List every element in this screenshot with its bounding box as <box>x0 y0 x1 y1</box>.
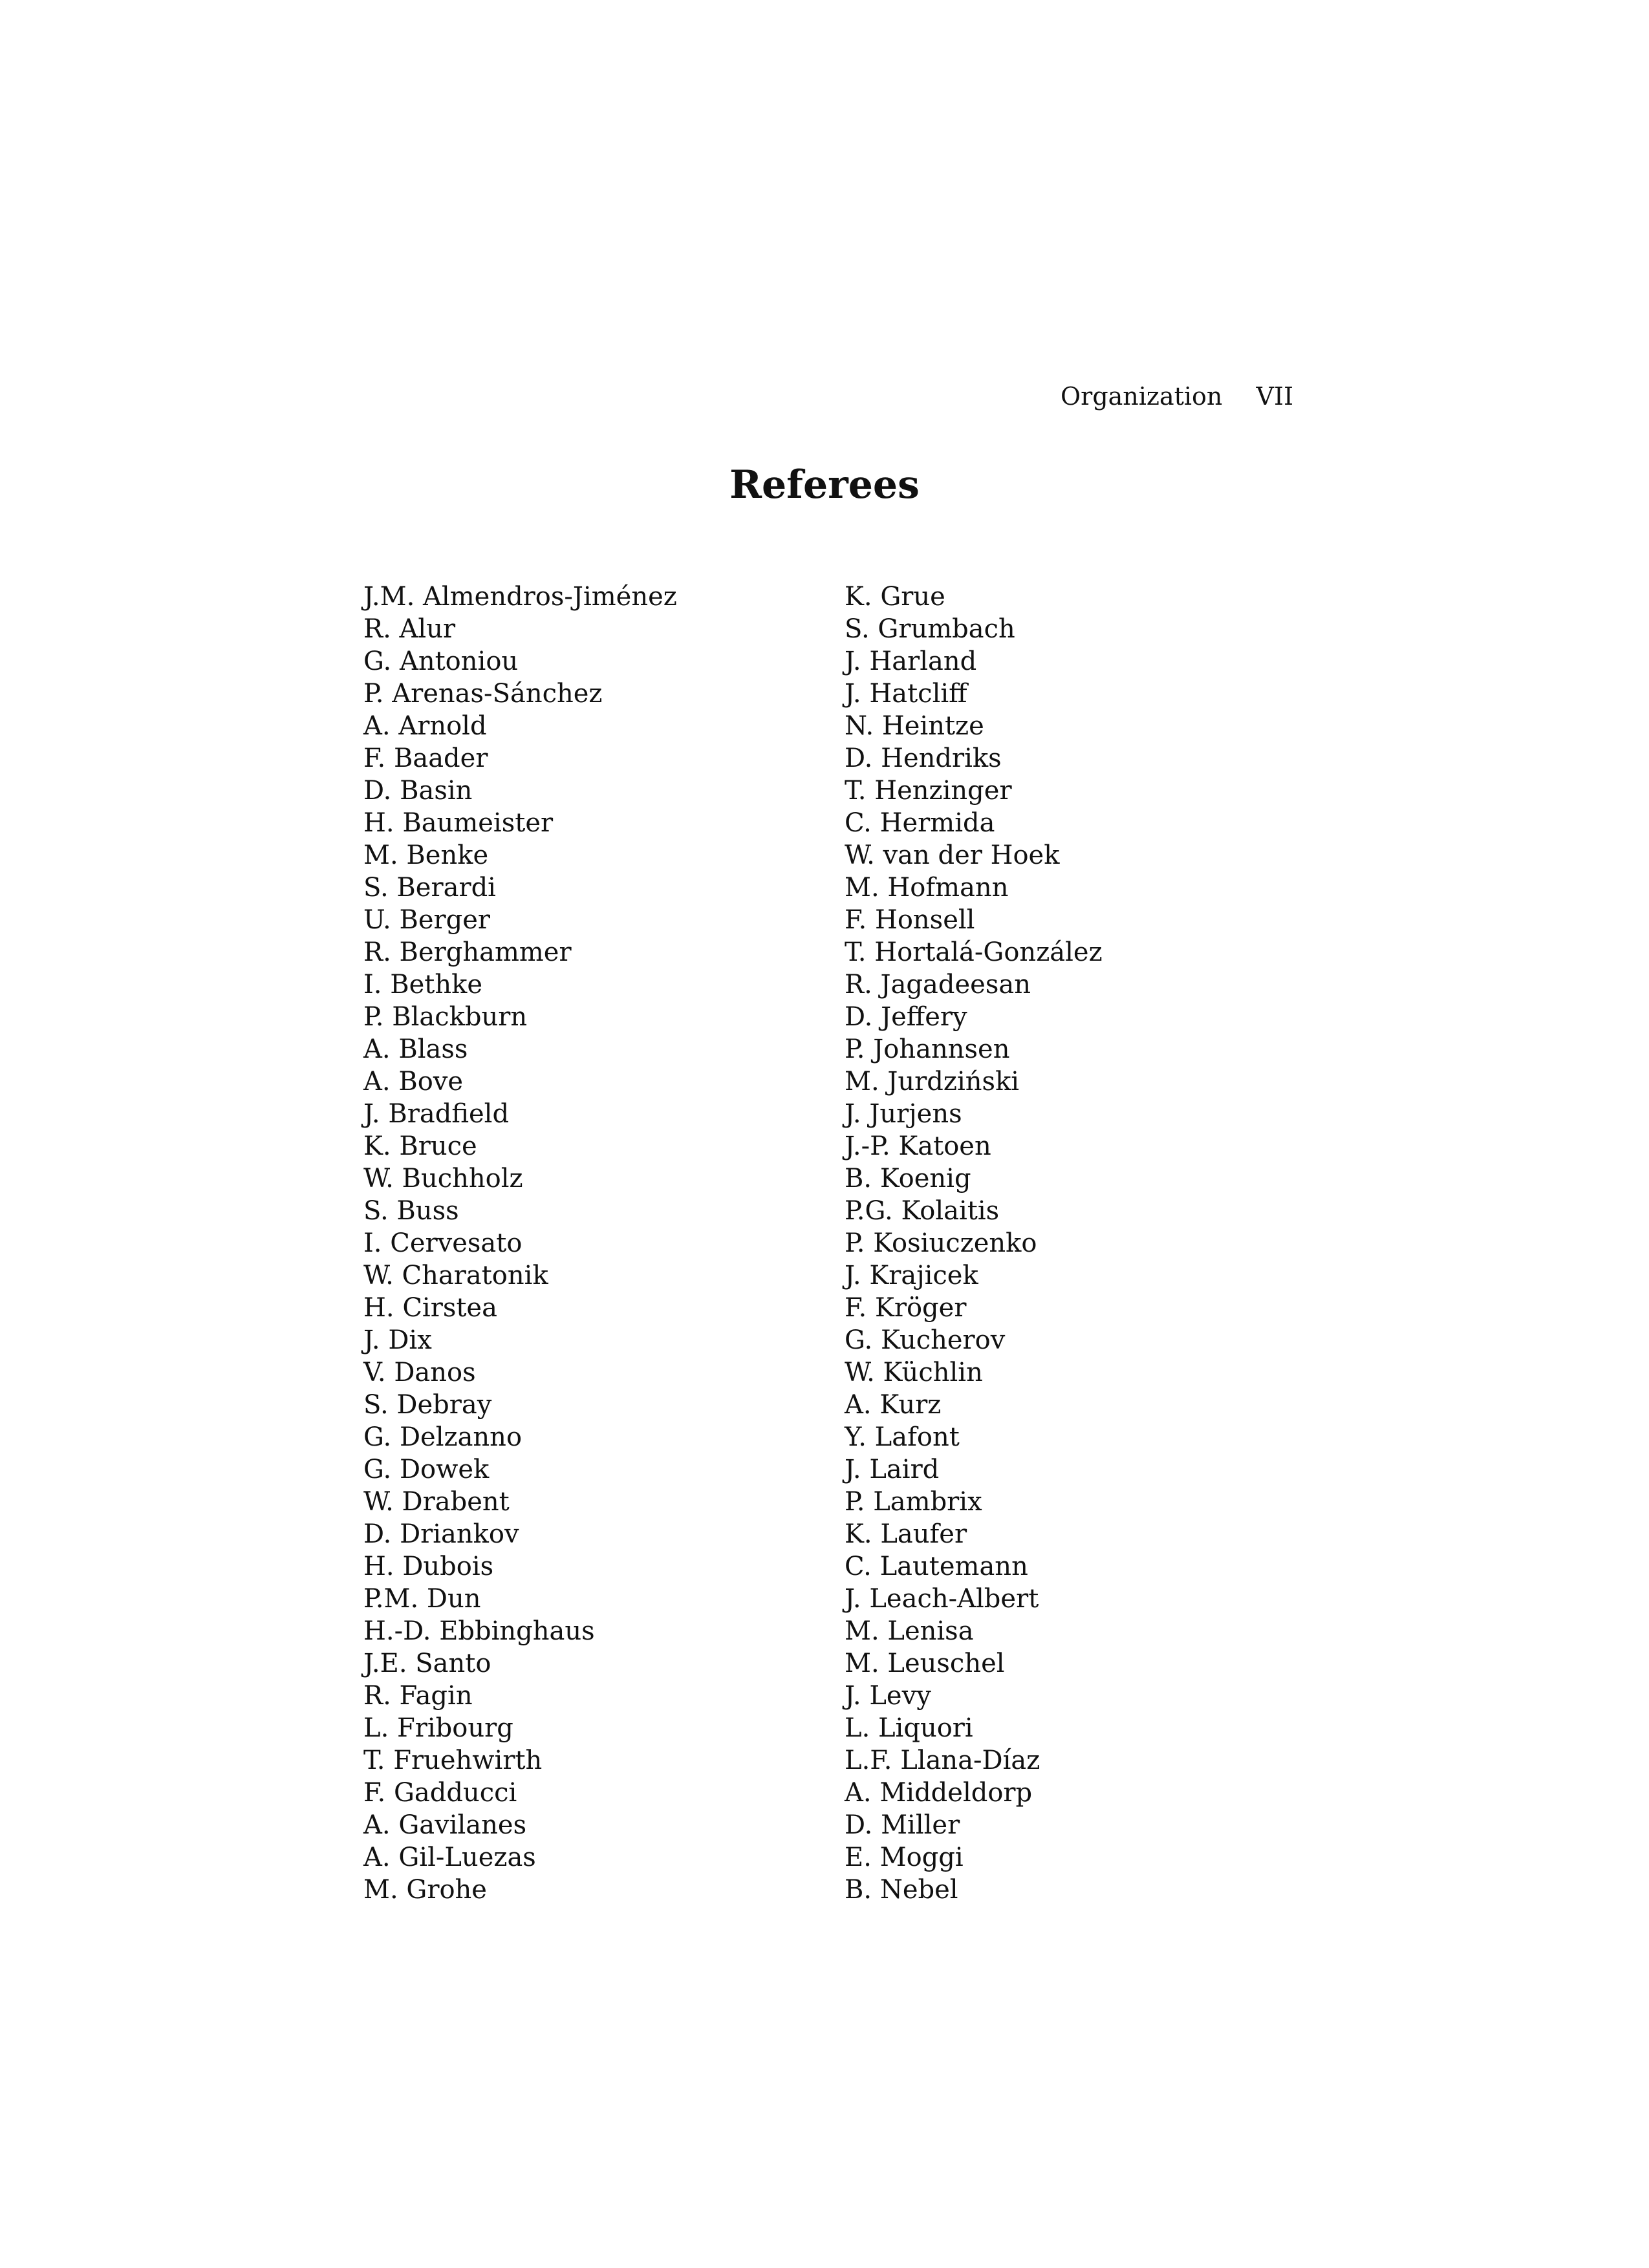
referee-name: P.G. Kolaitis <box>845 1196 1000 1226</box>
referee-name: M. Grohe <box>363 1875 487 1905</box>
referee-name: S. Debray <box>363 1390 492 1420</box>
referees-column-left <box>363 581 816 1906</box>
referee-name: U. Berger <box>363 905 491 935</box>
referee-name: C. Lautemann <box>845 1552 1028 1581</box>
referee-name: W. Drabent <box>363 1487 510 1517</box>
referee-name: K. Bruce <box>363 1131 477 1161</box>
referee-name: T. Henzinger <box>845 776 1012 806</box>
referee-name: J.E. Santo <box>363 1649 491 1678</box>
referee-name: T. Hortalá-González <box>845 937 1103 967</box>
referee-name: R. Alur <box>363 614 456 644</box>
referee-name: J. Jurjens <box>845 1099 962 1129</box>
referee-name: J. Dix <box>363 1325 432 1355</box>
referee-name: J. Levy <box>845 1681 931 1711</box>
referee-name: H. Dubois <box>363 1552 494 1581</box>
referee-name: J. Krajicek <box>845 1261 978 1290</box>
referee-name: D. Hendriks <box>845 744 1002 773</box>
referee-name: K. Grue <box>845 582 945 612</box>
referee-name: W. Küchlin <box>845 1358 983 1387</box>
referee-name: M. Leuschel <box>845 1649 1005 1678</box>
referee-name: M. Lenisa <box>845 1616 974 1646</box>
referee-name: D. Driankov <box>363 1519 519 1549</box>
referee-name: J. Leach-Albert <box>845 1584 1039 1614</box>
referee-name: R. Berghammer <box>363 937 572 967</box>
referee-name: S. Buss <box>363 1196 459 1226</box>
referee-name: H.-D. Ebbinghaus <box>363 1616 595 1646</box>
referee-name: F. Kröger <box>845 1293 967 1323</box>
referee-name: R. Jagadeesan <box>845 970 1031 1000</box>
referee-name: B. Koenig <box>845 1164 971 1193</box>
referee-name: P.M. Dun <box>363 1584 481 1614</box>
referee-name: W. Buchholz <box>363 1164 523 1193</box>
referee-name: P. Kosiuczenko <box>845 1228 1037 1258</box>
referee-name: M. Jurdziński <box>845 1067 1020 1097</box>
referee-name: P. Blackburn <box>363 1002 528 1032</box>
referee-name: J. Harland <box>845 647 977 676</box>
referee-name: B. Nebel <box>845 1875 958 1905</box>
referee-name: E. Moggi <box>845 1843 964 1872</box>
referee-name: L.F. Llana-Díaz <box>845 1746 1040 1775</box>
referee-name: A. Middeldorp <box>845 1778 1033 1808</box>
referee-name: P. Lambrix <box>845 1487 982 1517</box>
referee-name: W. Charatonik <box>363 1261 548 1290</box>
running-head-section: Organization <box>1061 382 1223 411</box>
referee-name: A. Gil-Luezas <box>363 1843 536 1872</box>
referee-name: W. van der Hoek <box>845 840 1060 870</box>
referee-name: D. Jeffery <box>845 1002 967 1032</box>
referee-name: I. Cervesato <box>363 1228 523 1258</box>
referee-name: R. Fagin <box>363 1681 473 1711</box>
referee-name: L. Liquori <box>845 1713 973 1743</box>
referee-name: N. Heintze <box>845 711 984 741</box>
referee-name: L. Fribourg <box>363 1713 513 1743</box>
referee-name: P. Arenas-Sánchez <box>363 679 603 709</box>
referee-name: J.M. Almendros-Jiménez <box>363 582 677 612</box>
referee-name: A. Arnold <box>363 711 487 741</box>
referees-column-right <box>845 581 1297 1906</box>
referee-name: T. Fruehwirth <box>363 1746 543 1775</box>
referee-name: S. Berardi <box>363 873 496 903</box>
referee-name: A. Kurz <box>845 1390 942 1420</box>
referee-name: V. Danos <box>363 1358 476 1387</box>
referee-name: A. Gavilanes <box>363 1810 527 1840</box>
referee-name: P. Johannsen <box>845 1034 1010 1064</box>
referee-name: J.-P. Katoen <box>845 1131 991 1161</box>
referee-name: J. Bradfield <box>363 1099 510 1129</box>
running-head <box>1061 380 1293 412</box>
referee-name: F. Honsell <box>845 905 975 935</box>
referee-name: G. Kucherov <box>845 1325 1006 1355</box>
referee-name: J. Laird <box>845 1455 940 1484</box>
referee-name: I. Bethke <box>363 970 483 1000</box>
referee-name: G. Antoniou <box>363 647 519 676</box>
page-number: VII <box>1256 382 1293 411</box>
referee-name: G. Delzanno <box>363 1422 523 1452</box>
referee-name: Y. Lafont <box>845 1422 960 1452</box>
referee-name: H. Cirstea <box>363 1293 497 1323</box>
referee-name: D. Miller <box>845 1810 960 1840</box>
referee-name: K. Laufer <box>845 1519 967 1549</box>
referee-name: H. Baumeister <box>363 808 554 838</box>
referee-name: M. Hofmann <box>845 873 1009 903</box>
referee-name: A. Bove <box>363 1067 464 1097</box>
referee-name: A. Blass <box>363 1034 468 1064</box>
referee-name: F. Baader <box>363 744 488 773</box>
page-title: Referees <box>729 462 920 508</box>
referee-name: G. Dowek <box>363 1455 490 1484</box>
referee-name: M. Benke <box>363 840 489 870</box>
referee-name: F. Gadducci <box>363 1778 517 1808</box>
referee-name: S. Grumbach <box>845 614 1015 644</box>
referee-name: C. Hermida <box>845 808 995 838</box>
referee-name: J. Hatcliff <box>845 679 967 709</box>
referee-name: D. Basin <box>363 776 473 806</box>
